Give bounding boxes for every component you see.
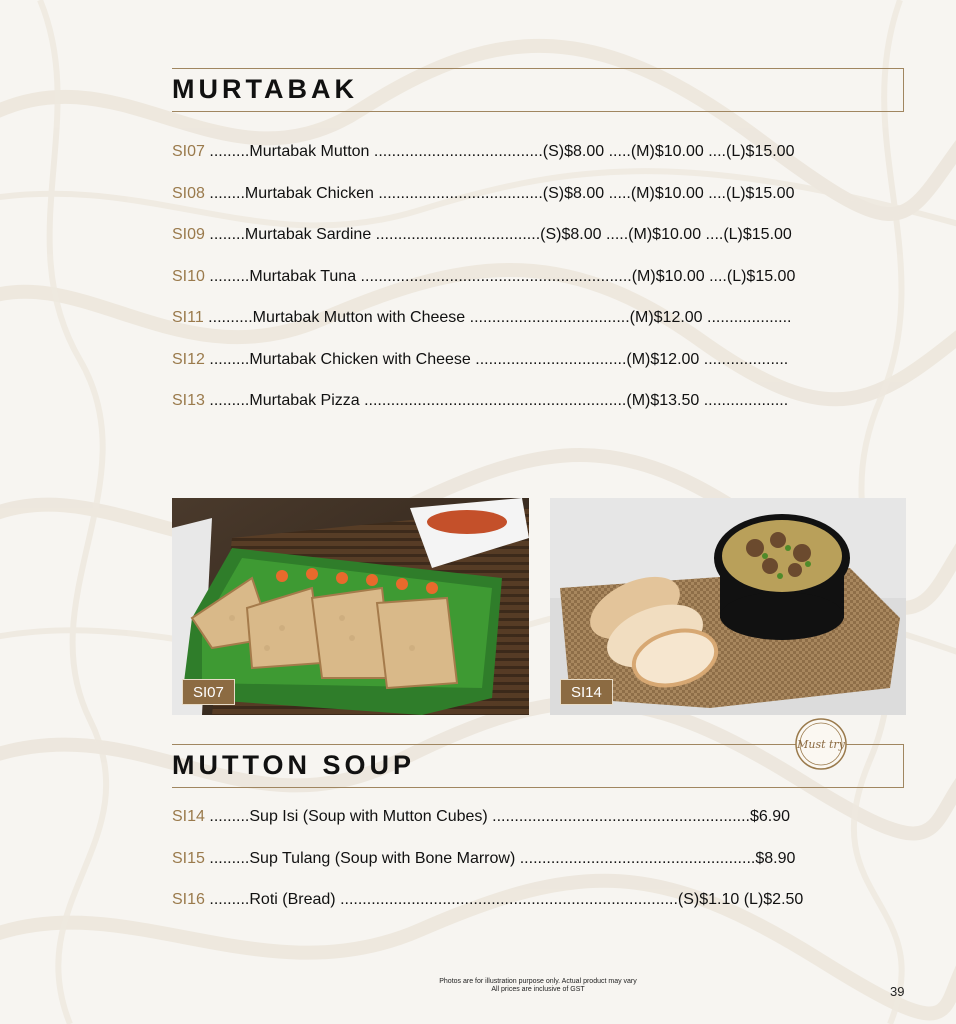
item-description: .........Roti (Bread) ............................................................................(S)$1.10 (L)$2.50 (204, 891, 804, 908)
item-description: .........Murtabak Chicken with Cheese ..................................(M)$12.00 ................... (204, 350, 789, 368)
item-code: SI12 (172, 350, 205, 368)
item-code: SI08 (172, 184, 205, 202)
item-description: ..........Murtabak Mutton with Cheese ....................................(M)$12.00 ................... (203, 309, 792, 326)
menu-item (172, 226, 795, 268)
must-try-label: Must try (797, 738, 845, 751)
footer-note-line2: All prices are inclusive of GST (491, 986, 585, 993)
item-description: ........Murtabak Chicken .....................................(S)$8.00 .....(M)$10.00 ....(L)$15.00 (204, 184, 795, 202)
item-description: .........Murtabak Tuna .............................................................(M)$10.00 ....(L)$15.00 (204, 267, 796, 285)
item-code: SI13 (172, 392, 205, 409)
mutton-soup-title: MUTTON SOUP (172, 750, 416, 780)
mutton-soup-photo (550, 498, 906, 715)
menu-item (172, 185, 795, 227)
item-description: .........Murtabak Mutton ......................................(S)$8.00 .....(M)$10.00 ....(L)$15.00 (204, 143, 795, 160)
item-code: SI15 (172, 849, 205, 867)
menu-item (172, 808, 803, 850)
item-description: .........Sup Isi (Soup with Mutton Cubes) ..........................................................$6.90 (204, 808, 791, 825)
photo-tag: SI14 (560, 679, 613, 705)
footer-note (0, 978, 956, 994)
murtabak-title: MURTABAK (172, 74, 358, 104)
item-code: SI09 (172, 226, 205, 243)
menu-item (172, 309, 795, 351)
item-code: SI11 (172, 309, 204, 326)
menu-item (172, 143, 795, 185)
mutton-soup-menu-list (172, 808, 803, 933)
murtabak-photo (172, 498, 529, 715)
item-code: SI07 (172, 143, 205, 160)
menu-item (172, 351, 795, 393)
item-code: SI10 (172, 267, 205, 285)
item-description: .........Sup Tulang (Soup with Bone Marrow) .....................................................$8.90 (204, 849, 796, 867)
photo-tag: SI07 (182, 679, 235, 705)
menu-item (172, 850, 803, 892)
menu-item (172, 392, 795, 434)
menu-item (172, 891, 803, 933)
murtabak-menu-list (172, 143, 795, 434)
must-try-badge-icon (785, 718, 857, 770)
footer-note-line1: Photos are for illustration purpose only. Actual product may vary (439, 978, 637, 985)
page-number: 39 (890, 984, 905, 999)
item-description: ........Murtabak Sardine .....................................(S)$8.00 .....(M)$10.00 ....(L)$15.00 (204, 226, 792, 243)
item-code: SI14 (172, 808, 205, 825)
menu-item (172, 268, 795, 310)
item-description: .........Murtabak Pizza ...........................................................(M)$13.50 ................... (204, 392, 789, 409)
item-code: SI16 (172, 891, 205, 908)
